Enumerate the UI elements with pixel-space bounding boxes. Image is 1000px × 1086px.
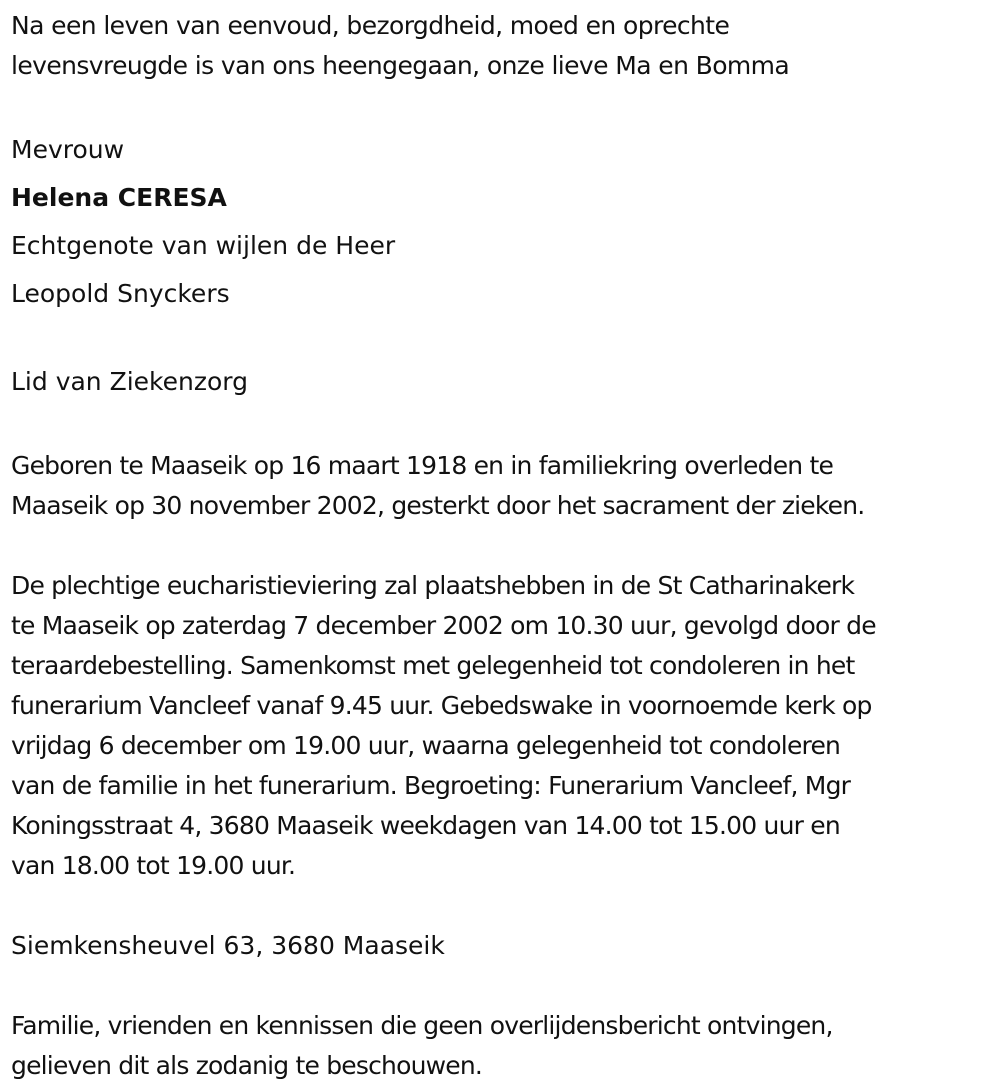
spacer (11, 886, 996, 926)
closing-line: gelieven dit als zodanig te beschouwen. (11, 1051, 483, 1080)
ceremony-line: funerarium Vancleef vanaf 9.45 uur. Gebedswake in voornoemde kerk op (11, 691, 872, 720)
ceremony-line: teraardebestelling. Samenkomst met gelegenheid tot condoleren in het (11, 651, 855, 680)
obituary-notice (11, 6, 996, 1086)
membership: Lid van Ziekenzorg (11, 367, 248, 396)
closing-line: Familie, vrienden en kennissen die geen overlijdensbericht ontvingen, (11, 1011, 833, 1040)
birth-death-line: Geboren te Maaseik op 16 maart 1918 en in familiekring overleden te (11, 451, 834, 480)
honorific-title: Mevrouw (11, 135, 125, 164)
intro-paragraph (11, 6, 996, 86)
birth-death-paragraph (11, 446, 996, 526)
ceremony-line: vrijdag 6 december om 19.00 uur, waarna gelegenheid tot condoleren (11, 731, 841, 760)
intro-line: levensvreugde is van ons heengegaan, onze lieve Ma en Bomma (11, 51, 790, 80)
spouse-name: Leopold Snyckers (11, 279, 230, 308)
spacer (11, 86, 996, 126)
spouse-line: Echtgenote van wijlen de Heer (11, 231, 396, 260)
ceremony-line: De plechtige eucharistieviering zal plaatshebben in de St Catharinakerk (11, 571, 855, 600)
deceased-name: Helena CERESA (11, 183, 227, 212)
ceremony-line: van 18.00 tot 19.00 uur. (11, 851, 296, 880)
spacer (11, 406, 996, 446)
spacer (11, 526, 996, 566)
spacer (11, 318, 996, 358)
closing-paragraph (11, 1006, 996, 1086)
intro-line: Na een leven van eenvoud, bezorgdheid, moed en oprechte (11, 11, 730, 40)
birth-death-line: Maaseik op 30 november 2002, gesterkt door het sacrament der zieken. (11, 491, 865, 520)
ceremony-line: van de familie in het funerarium. Begroeting: Funerarium Vancleef, Mgr (11, 771, 851, 800)
spacer (11, 966, 996, 1006)
ceremony-paragraph (11, 566, 996, 886)
ceremony-line: te Maaseik op zaterdag 7 december 2002 om 10.30 uur, gevolgd door de (11, 611, 876, 640)
ceremony-line: Koningsstraat 4, 3680 Maaseik weekdagen van 14.00 tot 15.00 uur en (11, 811, 840, 840)
home-address: Siemkensheuvel 63, 3680 Maaseik (11, 931, 445, 960)
